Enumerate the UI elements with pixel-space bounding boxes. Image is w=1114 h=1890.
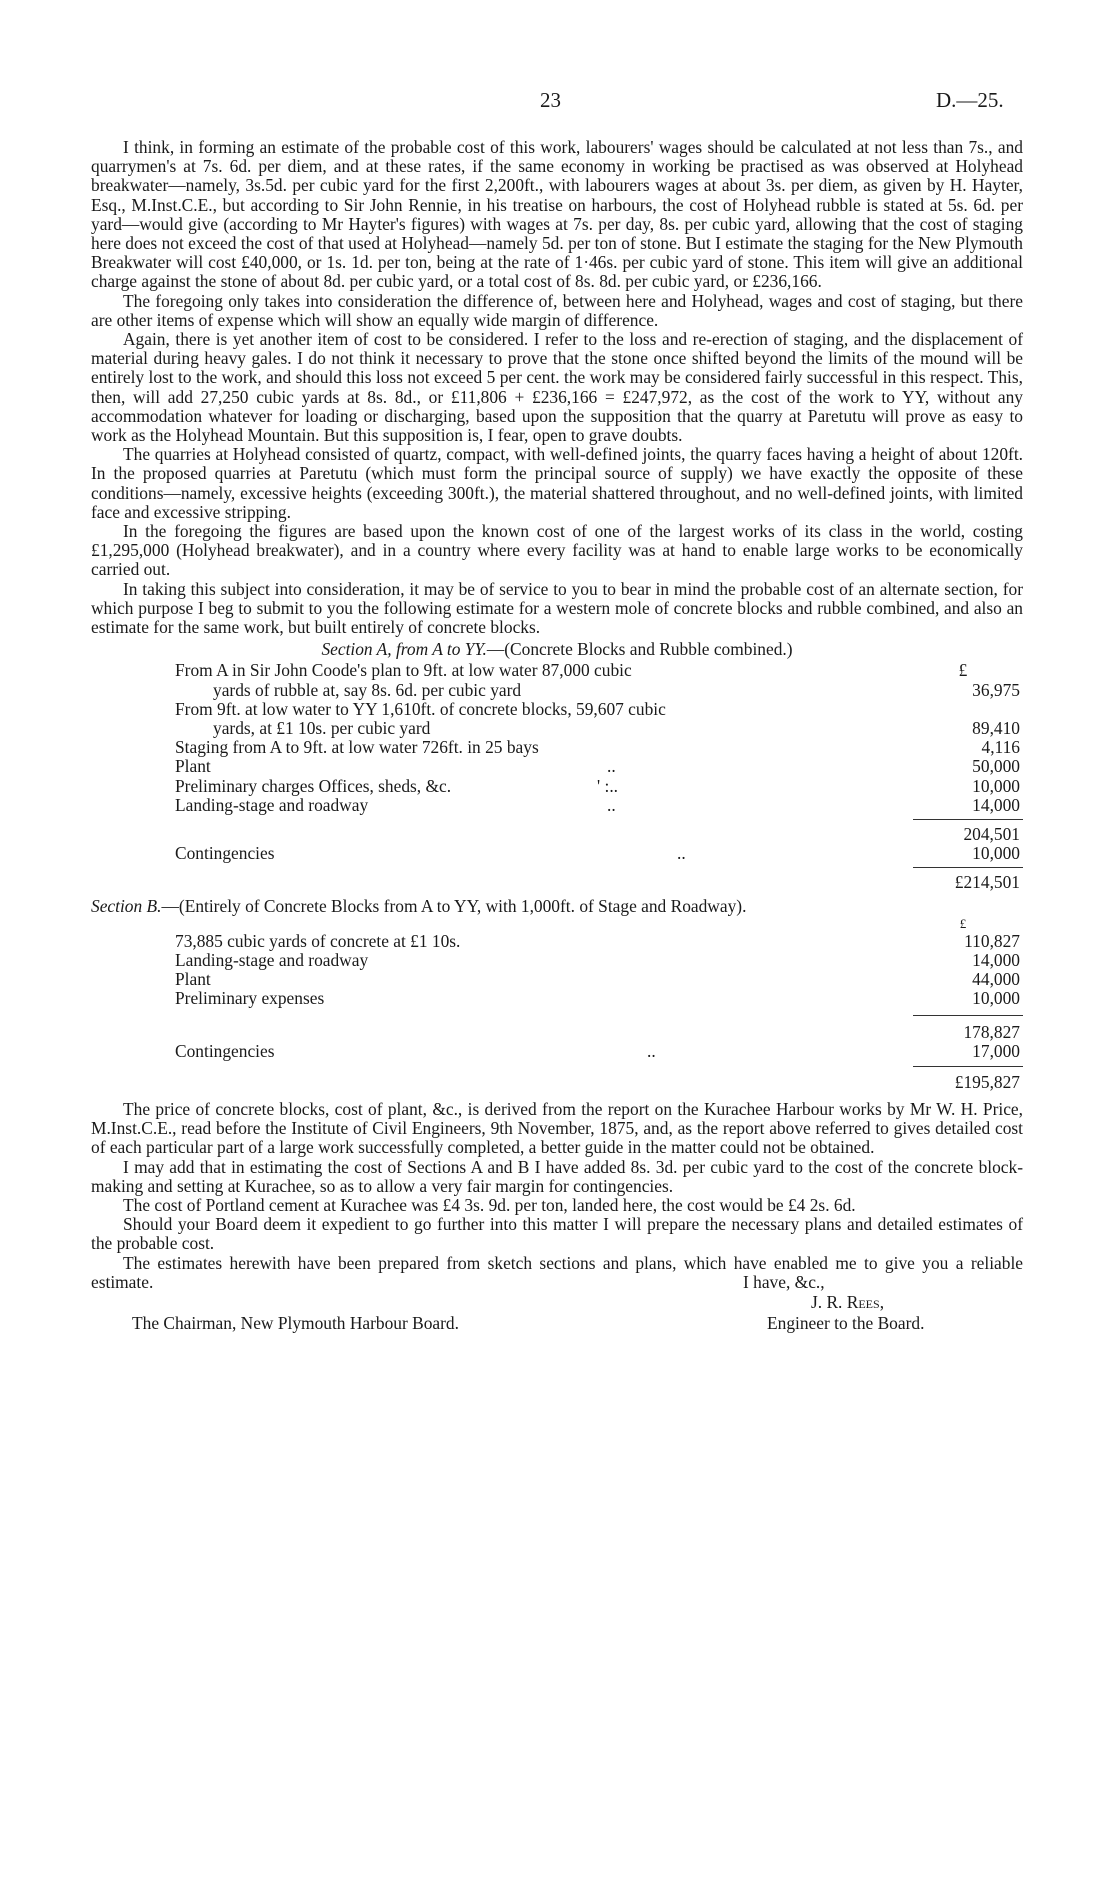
paragraph: Should your Board deem it expedient to go further into this matter I will prepare the necessary plans and detailed estimates of the probable cost. xyxy=(91,1214,1023,1254)
signatory-title: Engineer to the Board. xyxy=(767,1313,925,1334)
item-label: Landing-stage and roadway xyxy=(175,949,369,970)
section-b-heading-rest: —(Entirely of Concrete Blocks from A to YY, with 1,000ft. of Stage and Roadway). xyxy=(161,895,747,916)
closing-salutation: I have, &c., xyxy=(743,1272,825,1293)
paragraph: In the foregoing the figures are based upon the known cost of one of the largest works of its class in the world, costing £1,295,000 (Holyhead breakwater), and in a country where every facility was at hand to enable large works to be economically carried out. xyxy=(91,521,1023,580)
item-amount: 89,410 xyxy=(972,718,1020,739)
item-label: yards, at £1 10s. per cubic yard xyxy=(213,718,431,739)
item-amount: 44,000 xyxy=(972,969,1020,990)
table-row xyxy=(91,970,1023,989)
item-amount: 10,000 xyxy=(972,775,1020,796)
item-label: Plant xyxy=(175,756,211,777)
subtotal-amount: 178,827 xyxy=(963,1021,1020,1042)
table-row xyxy=(91,989,1023,1008)
section-a-heading-italic: Section A, from A to YY. xyxy=(321,639,487,660)
table-row xyxy=(91,796,1023,815)
contingencies-label: Contingencies xyxy=(175,843,275,864)
table-row xyxy=(91,932,1023,951)
item-label: 73,885 cubic yards of concrete at £1 10s. xyxy=(175,930,461,951)
leader-dots: .. xyxy=(647,1040,656,1061)
total-row xyxy=(91,873,1023,892)
signatory-name: J. R. Rees, xyxy=(811,1292,885,1313)
table-row xyxy=(91,719,1023,738)
contingencies-row xyxy=(91,1042,1023,1061)
leader-dots: .. xyxy=(607,756,616,777)
section-b-table xyxy=(91,915,1023,1092)
paragraph: The foregoing only takes into consideration the difference of, between here and Holyhead, wages and cost of staging, but there are other items of expense which will show an equally wide margin of difference. xyxy=(91,290,1023,330)
paragraph: The quarries at Holyhead consisted of quartz, compact, with well-defined joints, the quarry faces having a height of about 120ft. In the proposed quarries at Paretutu (which must form the principal source of supply) we have exactly the opposite of these conditions—namely, excessive heights (exceeding 300ft.), the material shattered throughout, and no well-defined joints, with limited face and excessive stripping. xyxy=(91,444,1023,522)
item-label: yards of rubble at, say 8s. 6d. per cubic yard xyxy=(213,679,522,700)
table-row xyxy=(91,681,1023,700)
item-label: Landing-stage and roadway xyxy=(175,794,369,815)
item-label: Preliminary expenses xyxy=(175,988,325,1009)
sum-rule xyxy=(913,1015,1023,1016)
addressee: The Chairman, New Plymouth Harbour Board. xyxy=(132,1313,459,1334)
table-row xyxy=(91,661,1023,680)
subtotal-row xyxy=(91,1023,1023,1042)
item-amount: 50,000 xyxy=(972,756,1020,777)
contingencies-amount: 17,000 xyxy=(972,1040,1020,1061)
paragraph: The cost of Portland cement at Kurachee was £4 3s. 9d. per ton, landed here, the cost would be £4 2s. 6d. xyxy=(123,1195,856,1216)
leader-dots: .. xyxy=(607,794,616,815)
subtotal-row xyxy=(91,825,1023,844)
total-row xyxy=(91,1073,1023,1092)
table-row xyxy=(91,757,1023,776)
table-row xyxy=(91,951,1023,970)
item-label: Plant xyxy=(175,969,211,990)
paragraph: The estimates herewith have been prepared from sketch sections and plans, which have enabled me to give you a reliable estimate. xyxy=(91,1252,1023,1292)
sum-rule xyxy=(913,819,1023,820)
table-row xyxy=(91,738,1023,757)
item-label: From A in Sir John Coode's plan to 9ft. at low water 87,000 cubic xyxy=(175,660,632,681)
total-rule xyxy=(913,867,1023,868)
subtotal-amount: 204,501 xyxy=(963,823,1020,844)
page-number: 23 xyxy=(540,88,561,112)
paragraph: I think, in forming an estimate of the probable cost of this work, labourers' wages should be calculated at not less than 7s., and quarrymen's at 7s. 6d. per diem, and at these rates, if the same economy in working be practised as was observed at Holyhead breakwater—namely, 3s.5d. per cubic yard for the first 2,200ft., with labourers wages at about 3s. per diem, as given by H. Hayter, Esq., M.Inst.C.E., but according to Sir John Rennie, in his treatise on harbours, the cost of Holyhead rubble is stated at 5s. 6d. per yard—would give (according to Mr Hayter's figures) with wages at 7s. per day, 8s. per cubic yard, allowing that the cost of staging here does not exceed the cost of that used at Holyhead—namely 5d. per ton of stone. But I estimate the staging for the New Plymouth Breakwater will cost £40,000, or 1s. 1d. per ton, being at the rate of 1·46s. per cubic yard of stone. This item will give an additional charge against the stone of about 8d. per cubic yard, or a total cost of 8s. 8d. per cubic yard, or £236,166. xyxy=(91,137,1023,292)
contingencies-amount: 10,000 xyxy=(972,843,1020,864)
contingencies-row xyxy=(91,844,1023,863)
item-amount: 110,827 xyxy=(964,930,1020,951)
paragraph: The price of concrete blocks, cost of plant, &c., is derived from the report on the Kurachee Harbour works by Mr W. H. Price, M.Inst.C.E., read before the Institute of Civil Engineers, 9th November, 1875, and, as the report above referred to gives detailed cost of each particular part of a large work successfully completed, a better guide in the matter could not be obtained. xyxy=(91,1099,1023,1158)
table-row xyxy=(91,915,1023,932)
paragraph: Again, there is yet another item of cost to be considered. I refer to the loss and re-erection of staging, and the displacement of material during heavy gales. I do not think it necessary to prove that the stone once shifted beyond the limits of the mound will be entirely lost to the work, and should this loss not exceed 5 per cent. the work may be considered fairly successful in this respect. This, then, will add 27,250 cubic yards at 8s. 8d., or £11,806 + £236,166 = £247,972, as the cost of the work to YY, without any accommodation whatever for loading or discharging, based upon the supposition that the quarry at Paretutu will prove as easy to work as the Holyhead Mountain. But this supposition is, I fear, open to grave doubts. xyxy=(91,329,1023,446)
currency-symbol: £ xyxy=(959,915,967,931)
document-body xyxy=(91,138,1023,1372)
item-amount: 4,116 xyxy=(981,737,1020,758)
section-a-table xyxy=(91,661,1023,892)
item-label: Preliminary charges Offices, sheds, &c. xyxy=(175,775,452,796)
paragraph: In taking this subject into consideration, it may be of service to you to bear in mind the probable cost of an alternate section, for which purpose I beg to submit to you the following estimate for a western mole of concrete blocks and rubble combined, and also an estimate for the same work, but built entirely of concrete blocks. xyxy=(91,578,1023,638)
currency-symbol: £ xyxy=(958,660,968,681)
table-row xyxy=(91,777,1023,796)
leader-dots: .. xyxy=(677,843,686,864)
section-a-heading-rest: —(Concrete Blocks and Rubble combined.) xyxy=(486,639,793,660)
item-label: Staging from A to 9ft. at low water 726ft. in 25 bays xyxy=(175,737,539,758)
section-b-heading-italic: Section B. xyxy=(91,895,162,916)
section-b-heading xyxy=(91,897,1023,916)
total-rule xyxy=(913,1066,1023,1067)
table-row xyxy=(91,700,1023,719)
item-amount: 36,975 xyxy=(972,679,1020,700)
document-reference: D.—25. xyxy=(936,88,1004,112)
contingencies-label: Contingencies xyxy=(175,1040,275,1061)
item-amount: 10,000 xyxy=(972,988,1020,1009)
paragraph: I may add that in estimating the cost of Sections A and B I have added 8s. 3d. per cubic yard to the cost of the concrete block-making and setting at Kurachee, so as to allow a very fair margin for contingencies. xyxy=(91,1156,1023,1196)
leader-dots: ' :.. xyxy=(597,775,619,796)
item-label: From 9ft. at low water to YY 1,610ft. of concrete blocks, 59,607 cubic xyxy=(175,698,666,719)
total-amount: £195,827 xyxy=(954,1071,1020,1092)
section-a-heading xyxy=(91,640,1023,659)
total-amount: £214,501 xyxy=(954,872,1020,893)
item-amount: 14,000 xyxy=(972,949,1020,970)
item-amount: 14,000 xyxy=(972,794,1020,815)
